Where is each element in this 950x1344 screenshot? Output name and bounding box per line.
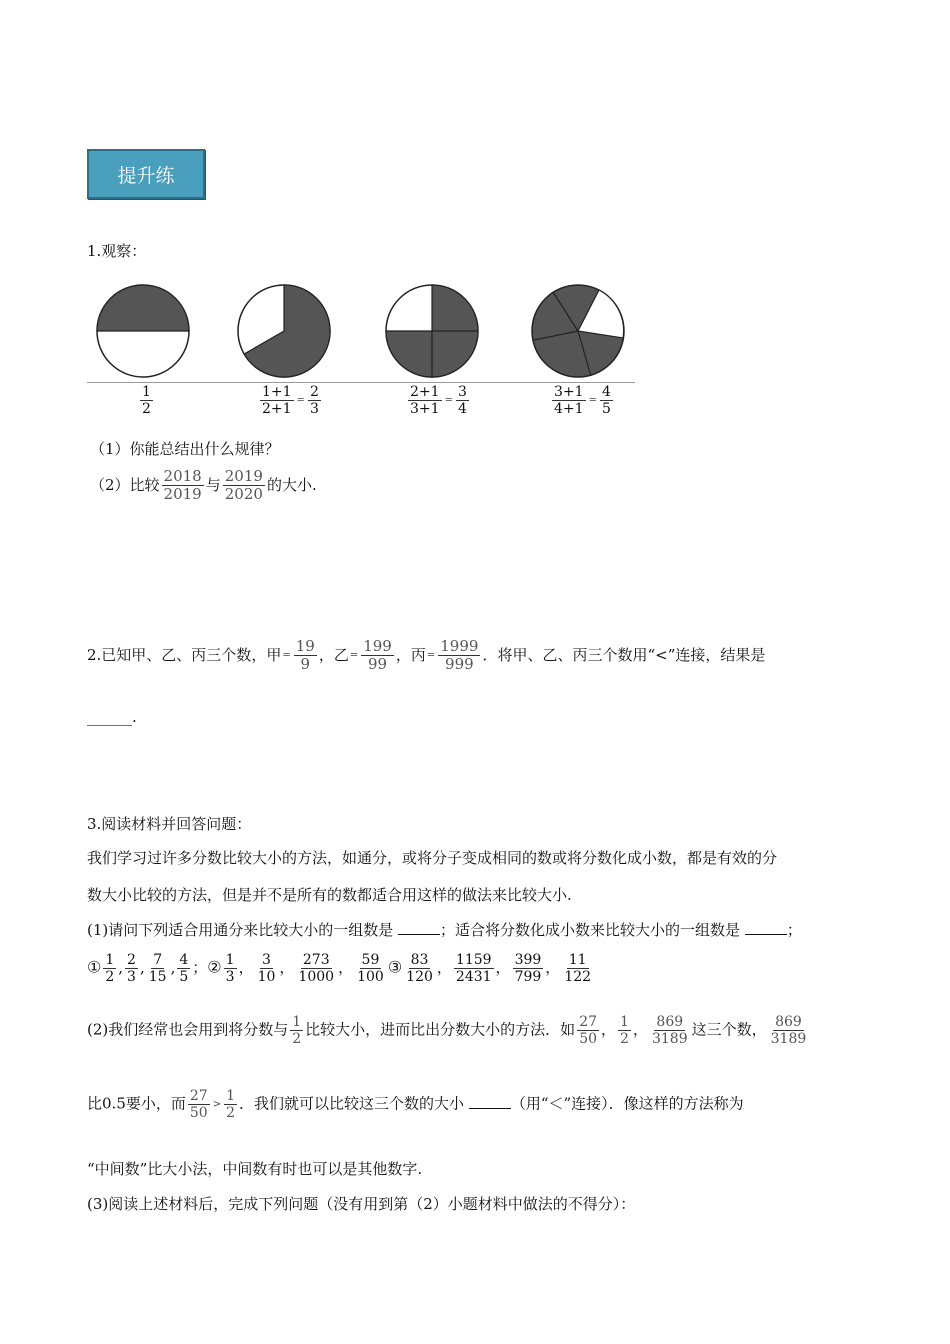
label-fifths: $\frac{3+1}{4+1}$ = $\frac{4}{5}$ (554, 384, 611, 418)
fraction: $\frac{1}{2}$ (142, 384, 151, 418)
fraction: $\frac{83}{120}$ (406, 952, 433, 986)
fraction: $\frac{2019}{2020}$ (224, 467, 263, 504)
pie-fifths (532, 285, 624, 377)
pie-diagrams (87, 278, 647, 388)
fraction: $\frac{11}{122}$ (564, 952, 592, 986)
fraction: $\frac{59}{100}$ (357, 952, 384, 986)
fraction: $\frac{399}{799}$ (514, 952, 542, 986)
q1-title: 1.观察： (87, 242, 147, 260)
fraction: $\frac{1}{2}$ (105, 952, 115, 986)
fraction: $\frac{4}{5}$ (601, 384, 611, 418)
answer-blank[interactable] (745, 920, 787, 935)
q3-sub2-line3: “中间数”比大小法，中间数有时也可以是其他数字. (87, 1160, 423, 1178)
fraction: $\frac{1999}{999}$ (440, 637, 479, 674)
q1-sub2: （2）比较 $\frac{2018}{2019}$ 与 $\frac{2019}{2020}$ 的大小. (90, 467, 317, 504)
q3-sub3: (3)阅读上述材料后，完成下列问题（没有用到第（2）小题材料中做法的不得分）： (87, 1195, 636, 1213)
label-half (138, 384, 155, 417)
q1-sub1: （1）你能总结出什么规律？ (90, 440, 280, 458)
fraction: $\frac{27}{50}$ (579, 1014, 598, 1048)
fraction: $\frac{1159}{2431}$ (455, 952, 492, 986)
q3-groups: ① $\frac{1}{2}$ , $\frac{2}{3}$ , $\frac{7}{15}$ , $\frac{4}{5}$ ；② $\frac{1}{3}$ ， $\frac{3}{10}$ ， $\frac{273}{1000}$ ， $\frac{59}{100}$ ③ $\frac{83}{120}$ ， $\frac{1159}{2431}$ ， $\frac{399}{799}$ ， $\frac{11}{122}$ (87, 952, 592, 986)
pie-quarters (386, 285, 478, 377)
fraction: $\frac{3}{10}$ (257, 952, 276, 986)
fraction: $\frac{1}{2}$ (226, 1088, 236, 1122)
fraction: $\frac{2+1}{3+1}$ (410, 384, 440, 418)
fraction: $\frac{2}{3}$ (127, 952, 136, 986)
fraction: $\frac{1}{3}$ (225, 952, 235, 986)
q2-line: 2.已知甲、乙、丙三个数，甲= $\frac{19}{9}$ ，乙= $\frac{199}{99}$ ，丙= $\frac{1999}{999}$ ．将甲、乙、丙三个数用“<”连接，结果是 (87, 637, 766, 674)
q3-sub1: (1)请问下列适合用通分来比较大小的一组数是 ；适合将分数化成小数来比较大小的一组数是 ； (87, 921, 802, 939)
diagram-baseline (87, 382, 635, 383)
fraction: $\frac{2}{3}$ (309, 384, 319, 418)
answer-blank[interactable] (398, 920, 440, 935)
fraction: $\frac{869}{3189}$ (770, 1014, 807, 1048)
q3-paragraph-2: 数大小比较的方法，但是并不是所有的数都适合用这样的做法来比较大小. (87, 886, 572, 904)
fraction: $\frac{1+1}{2+1}$ (262, 384, 292, 418)
fraction: $\frac{869}{3189}$ (651, 1014, 688, 1048)
answer-blank[interactable] (469, 1094, 511, 1109)
section-badge: 提升练 (87, 149, 205, 199)
fraction: $\frac{3+1}{4+1}$ (554, 384, 584, 418)
fraction: $\frac{7}{15}$ (148, 952, 167, 986)
fraction: $\frac{3}{4}$ (457, 384, 467, 418)
fraction: $\frac{27}{50}$ (189, 1088, 208, 1122)
pie-half (97, 285, 189, 377)
fraction: $\frac{273}{1000}$ (298, 952, 335, 986)
q2-answer-blank[interactable]: ______. (87, 708, 137, 726)
q3-sub2-line1: (2)我们经常也会用到将分数与 $\frac{1}{2}$ 比较大小，进而比出分数大小的方法．如 $\frac{27}{50}$ ， $\frac{1}{2}$ ， $\frac{869}{3189}$ 这三个数， $\frac{869}{3189}$ (87, 1014, 807, 1048)
fraction: $\frac{1}{2}$ (292, 1014, 302, 1048)
fraction: $\frac{199}{99}$ (363, 637, 392, 674)
q3-title: 3.阅读材料并回答问题： (87, 815, 252, 833)
q3-paragraph-1: 我们学习过许多分数比较大小的方法，如通分，或将分子变成相同的数或将分数化成小数，都是有效的分 (87, 849, 778, 867)
q3-sub2-line2: 比0.5要小，而 $\frac{27}{50}$ > $\frac{1}{2}$ ．我们就可以比较这三个数的大小 （用“＜”连接）．像这样的方法称为 (87, 1088, 744, 1122)
pie-thirds (238, 285, 330, 377)
fraction: $\frac{4}{5}$ (179, 952, 189, 986)
fraction: $\frac{2018}{2019}$ (163, 467, 202, 504)
label-thirds: $\frac{1+1}{2+1}$ = $\frac{2}{3}$ (262, 384, 319, 418)
fraction: $\frac{19}{9}$ (295, 637, 315, 674)
label-quarters: $\frac{2+1}{3+1}$ = $\frac{3}{4}$ (410, 384, 467, 418)
fraction: $\frac{1}{2}$ (620, 1014, 629, 1048)
